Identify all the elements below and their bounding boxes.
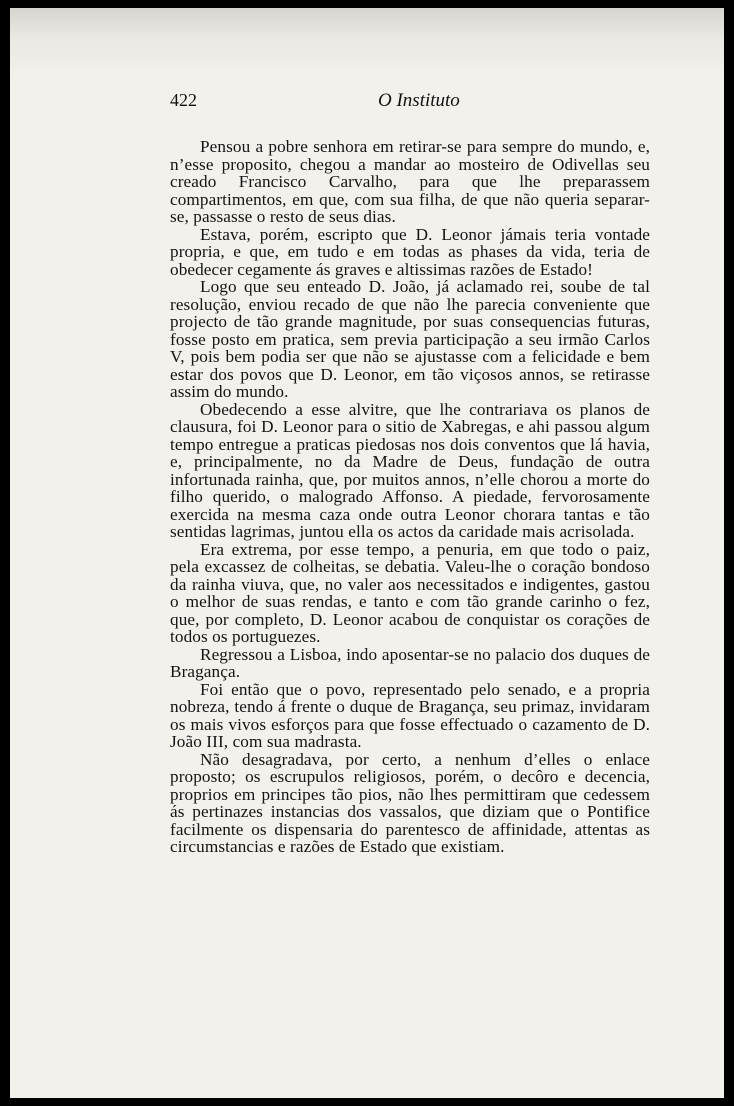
book-page [10, 8, 724, 1098]
running-head [170, 90, 650, 120]
paragraph-1: Pensou a pobre senhora em retirar-se para sempre do mundo, e, n’esse proposito, chegou a mandar ao mosteiro de Odivellas seu creado Francisco Carvalho, para que lhe preparassem compartimentos, em que, com sua filha, de que não queria separar-se, passasse o resto de seus dias. [170, 137, 650, 226]
paragraph-3: Logo que seu enteado D. João, já aclamado rei, soube de tal resolução, enviou recado de que não lhe parecia conveniente que projecto de tão grande magnitude, por suas consequencias futuras, fosse posto em pratica, sem previa participação a seu irmão Carlos V, pois bem podia ser que não se ajustasse com a felicidade e bem estar dos povos que D. Leonor, em tão viçosos annos, se retirasse assim do mundo. [170, 277, 650, 401]
paragraph-4: Obedecendo a esse alvitre, que lhe contrariava os planos de clausura, foi D. Leonor para o sitio de Xabregas, e ahi passou algum tempo entregue a praticas piedosas nos dois conventos que lá havia, e, principalmente, no da Madre de Deus, fundação de outra infortunada rainha, que, por muitos annos, n’elle chorou a morte do filho querido, o malogrado Affonso. A piedade, fervorosamente exercida na mesma caza onde outra Leonor chorara tantas e tão sentidas lagrimas, juntou ella os actos da caridade mais acrisolada. [170, 399, 650, 541]
paragraph-6: Regressou a Lisboa, indo aposentar-se no palacio dos duques de Bragança. [170, 644, 650, 681]
scan-shadow [10, 8, 724, 78]
paragraph-8: Não desagradava, por certo, a nenhum d’elles o enlace proposto; os escrupulos religiosos, porém, o decôro e decencia, proprios em principes tão pios, não lhes permittiram que cedessem ás pertinazes instancias dos vassalos, que diziam que o Pontifice facilmente os dispensaria do parentesco de affinidade, attentas as circumstancias e razões de Estado que existiam. [170, 749, 650, 856]
page-number: 422 [170, 90, 197, 110]
paragraph-2: Estava, porém, escripto que D. Leonor jámais teria vontade propria, e que, em tudo e em todas as phases da vida, teria de obedecer cegamente ás graves e altissimas razões de Estado! [170, 224, 650, 279]
paragraph-7: Foi então que o povo, representado pelo senado, e a propria nobreza, tendo á frente o duque de Bragança, seu primaz, invidaram os mais vivos esforços para que fosse effectuado o cazamento de D. João III, com sua madrasta. [170, 679, 650, 751]
body-text [170, 138, 650, 856]
journal-title: O Instituto [378, 90, 460, 111]
paragraph-5: Era extrema, por esse tempo, a penuria, em que todo o paiz, pela excassez de colheitas, se debatia. Valeu-lhe o coração bondoso da rainha viuva, que, no valer aos necessitados e indigentes, gastou o melhor de suas rendas, e tanto e com tão grande carinho o fez, que, por completo, D. Leonor acabou de conquistar os corações de todos os portuguezes. [170, 539, 650, 646]
